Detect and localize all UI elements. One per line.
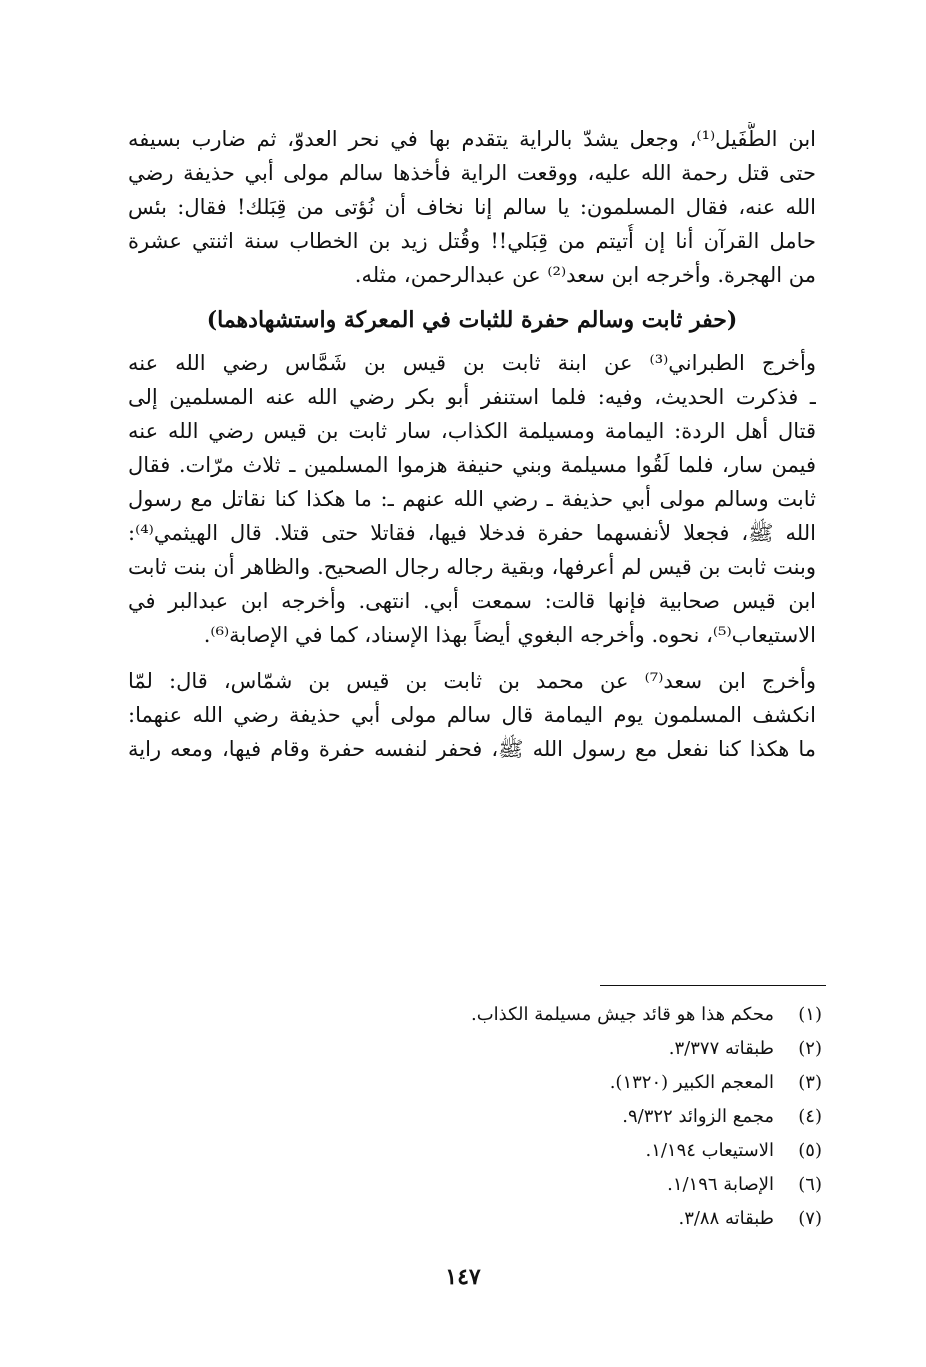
footnote-text: محكم هذا هو قائد جيش مسيلمة الكذاب. bbox=[471, 1004, 774, 1025]
text-line: حتى قتل رحمة الله عليه، ووقعت الراية فأخذها سالم مولى أبي حذيفة رضي bbox=[128, 161, 816, 185]
footnotes bbox=[322, 998, 822, 1236]
footnote-text: طبقاته ٣/٨٨. bbox=[678, 1208, 774, 1229]
footnote-number: (١) bbox=[798, 1004, 822, 1025]
footnote-text: المعجم الكبير (١٣٢٠). bbox=[609, 1072, 774, 1093]
footnote-item bbox=[322, 1066, 822, 1100]
text-line: ابن الطُّفَيل⁽¹⁾، وجعل يشدّ بالراية يتقدم بها في نحر العدوّ، ثم ضارب بسيفه bbox=[128, 127, 816, 151]
text-line: وأخرج الطبراني⁽³⁾ عن ابنة ثابت بن قيس بن شَمَّاس رضي الله عنه bbox=[128, 351, 816, 375]
footnote-text: مجمع الزوائد ٩/٣٢٢. bbox=[622, 1106, 774, 1127]
footnote-text: الاستيعاب ١/١٩٤. bbox=[645, 1140, 774, 1161]
footnote-number: (٤) bbox=[798, 1106, 822, 1127]
text-line: وأخرج ابن سعد⁽⁷⁾ عن محمد بن ثابت بن قيس بن شمّاس، قال: لمّا bbox=[128, 669, 816, 693]
text-line: الاستيعاب⁽⁵⁾، نحوه. وأخرجه البغوي أيضاً بهذا الإسناد، كما في الإصابة⁽⁶⁾. bbox=[203, 623, 816, 647]
text-line: قتال أهل الردة: اليمامة ومسيلمة الكذاب، سار ثابت بن قيس رضي الله عنه bbox=[128, 419, 816, 443]
text-line: وبنت ثابت بن قيس لم أعرفها، وبقية رجاله رجال الصحيح. والظاهر أن بنت ثابت bbox=[128, 555, 816, 579]
footnote-item bbox=[322, 1100, 822, 1134]
footnote-text: الإصابة ١/١٩٦. bbox=[667, 1174, 774, 1195]
paragraph-1 bbox=[128, 122, 816, 292]
footnote-number: (٦) bbox=[798, 1174, 822, 1195]
text-line: ـ فذكرت الحديث، وفيه: فلما استنفر أبو بكر رضي الله عنه المسلمين إلى bbox=[128, 385, 816, 409]
footnote-number: (٢) bbox=[798, 1038, 822, 1059]
text-line: من الهجرة. وأخرجه ابن سعد⁽²⁾ عن عبدالرحمن، مثله. bbox=[354, 263, 816, 287]
footnote-item bbox=[322, 1202, 822, 1236]
text-line: الله عنه، فقال المسلمون: يا سالم إنا نخاف أن نُؤتى من قِبَلك! فقال: بئس bbox=[128, 195, 816, 219]
text-line: انكشف المسلمون يوم اليمامة قال سالم مولى أبي حذيفة رضي الله عنهما: bbox=[128, 703, 816, 727]
footnote-item bbox=[322, 998, 822, 1032]
paragraph-gap bbox=[128, 652, 816, 664]
main-text bbox=[128, 122, 816, 766]
footnote-number: (٥) bbox=[798, 1140, 822, 1161]
text-line: حامل القرآن أنا إن أُتيتم من قِبَلي!! وقُتل زيد بن الخطاب سنة اثنتي عشرة bbox=[128, 229, 816, 253]
text-line: الله ﷺ، فجعلا لأنفسهما حفرة فدخلا فيها، فقاتلا حتى قتلا. قال الهيثمي⁽⁴⁾: bbox=[128, 521, 816, 545]
text-line: ثابت وسالم مولى أبي حذيفة ـ رضي الله عنهم ـ: ما هكذا كنا نقاتل مع رسول bbox=[128, 487, 816, 511]
footnote-divider bbox=[600, 985, 826, 986]
paragraph-3 bbox=[128, 664, 816, 766]
text-line: فيمن سار، فلما لَقُوا مسيلمة وبني حنيفة هزموا المسلمين ـ ثلاث مرّات. فقال bbox=[128, 453, 816, 477]
footnote-item bbox=[322, 1032, 822, 1066]
footnote-item bbox=[322, 1134, 822, 1168]
footnote-number: (٣) bbox=[798, 1072, 822, 1093]
paragraph-2 bbox=[128, 346, 816, 652]
page-number: ١٤٧ bbox=[445, 1264, 481, 1290]
section-heading: (حفر ثابت وسالم حفرة للثبات في المعركة واستشهادهما) bbox=[206, 307, 738, 333]
text-line: ابن قيس صحابية فإنها قالت: سمعت أبي. انتهى. وأخرجه ابن عبدالبر في bbox=[128, 589, 816, 613]
text-line: ما هكذا كنا نفعل مع رسول الله ﷺ، فحفر لنفسه حفرة وقام فيها، ومعه راية bbox=[128, 737, 816, 761]
footnote-number: (٧) bbox=[798, 1208, 822, 1229]
footnote-item bbox=[322, 1168, 822, 1202]
footnote-text: طبقاته ٣/٣٧٧. bbox=[668, 1038, 774, 1059]
